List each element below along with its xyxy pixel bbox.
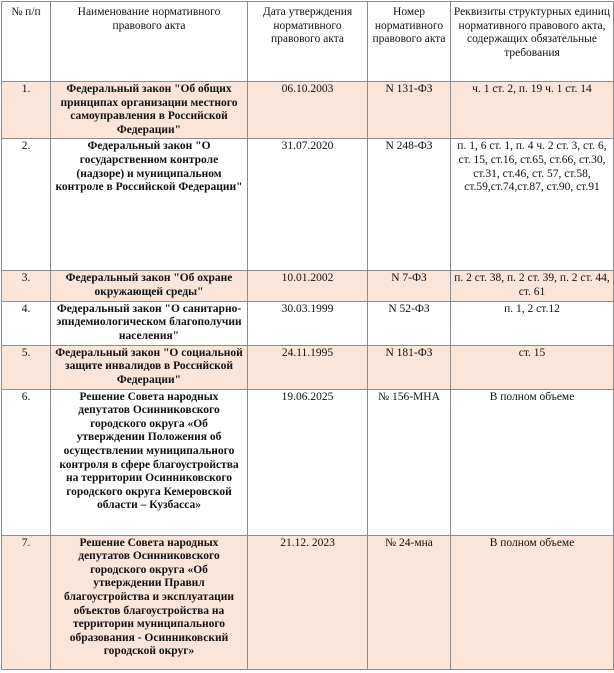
row-num: 5. <box>2 345 51 389</box>
table-row <box>2 82 614 139</box>
row-date: 10.01.2002 <box>248 271 368 301</box>
row-requirements: ч. 1 ст. 2, п. 19 ч. 1 ст. 14 <box>451 82 614 139</box>
row-num: 7. <box>2 535 51 669</box>
header-name: Наименование нормативного правового акта <box>51 2 248 82</box>
row-number: N 52-ФЗ <box>368 301 451 345</box>
row-number: № 156-МНА <box>368 389 451 535</box>
table-row <box>2 345 614 389</box>
row-date: 31.07.2020 <box>248 139 368 271</box>
table-row <box>2 389 614 535</box>
row-number: N 131-ФЗ <box>368 82 451 139</box>
row-act-name: Федеральный закон "О социальной защите инвалидов в Российской Федерации" <box>51 345 248 389</box>
table-row <box>2 535 614 669</box>
row-act-name: Федеральный закон "О государственном контроле (надзоре) и муниципальном контроле в Российской Федерации" <box>51 139 248 271</box>
row-requirements: ст. 15 <box>451 345 614 389</box>
row-number: N 248-ФЗ <box>368 139 451 271</box>
row-num: 3. <box>2 271 51 301</box>
row-number: N 181-ФЗ <box>368 345 451 389</box>
row-date: 19.06.2025 <box>248 389 368 535</box>
row-num: 1. <box>2 82 51 139</box>
row-number: N 7-ФЗ <box>368 271 451 301</box>
row-number: № 24-мна <box>368 535 451 669</box>
row-date: 30.03.1999 <box>248 301 368 345</box>
header-num: № п/п <box>2 2 51 82</box>
header-number: Номер нормативного правового акта <box>368 2 451 82</box>
row-requirements: В полном объеме <box>451 389 614 535</box>
table-row <box>2 139 614 271</box>
header-reqs: Реквизиты структурных единиц нормативного правового акта, содержащих обязательные требования <box>451 2 614 82</box>
legal-acts-table <box>1 1 614 670</box>
table-row <box>2 301 614 345</box>
row-act-name: Федеральный закон "Об общих принципах организации местного самоуправления в Российской Федерации" <box>51 82 248 139</box>
row-num: 6. <box>2 389 51 535</box>
table-row <box>2 271 614 301</box>
row-requirements: В полном объеме <box>451 535 614 669</box>
row-num: 4. <box>2 301 51 345</box>
row-num: 2. <box>2 139 51 271</box>
row-requirements: п. 1, 6 ст. 1, п. 4 ч. 2 ст. 3, ст. 6, ст. 15, ст.16, ст.65, ст.66, ст.30, ст.31, ст.46, ст. 57, ст.58, ст.59,ст.74,ст.87, ст.90, ст.91 <box>451 139 614 271</box>
row-act-name: Решение Совета народных депутатов Осинниковского городского округа «Об утверждении Положения об осуществлении муниципального контроля в сфере благоустройства на территории Осинниковского городского округа Кемеровской области – Кузбасса» <box>51 389 248 535</box>
row-act-name: Решение Совета народных депутатов Осинниковского городского округа «Об утверждении Правил благоустройства и эксплуатации объектов благоустройства на территории муниципального образования - Осинниковский городской округ» <box>51 535 248 669</box>
row-date: 24.11.1995 <box>248 345 368 389</box>
table-header-row <box>2 2 614 82</box>
row-date: 06.10.2003 <box>248 82 368 139</box>
row-act-name: Федеральный закон "Об охране окружающей среды" <box>51 271 248 301</box>
row-requirements: п. 1, 2 ст.12 <box>451 301 614 345</box>
row-requirements: п. 2 ст. 38, п. 2 ст. 39, п. 2 ст. 44, ст. 61 <box>451 271 614 301</box>
header-date: Дата утверждения нормативного правового акта <box>248 2 368 82</box>
row-date: 21.12. 2023 <box>248 535 368 669</box>
row-act-name: Федеральный закон "О санитарно-эпидемиологическом благополучии населения" <box>51 301 248 345</box>
